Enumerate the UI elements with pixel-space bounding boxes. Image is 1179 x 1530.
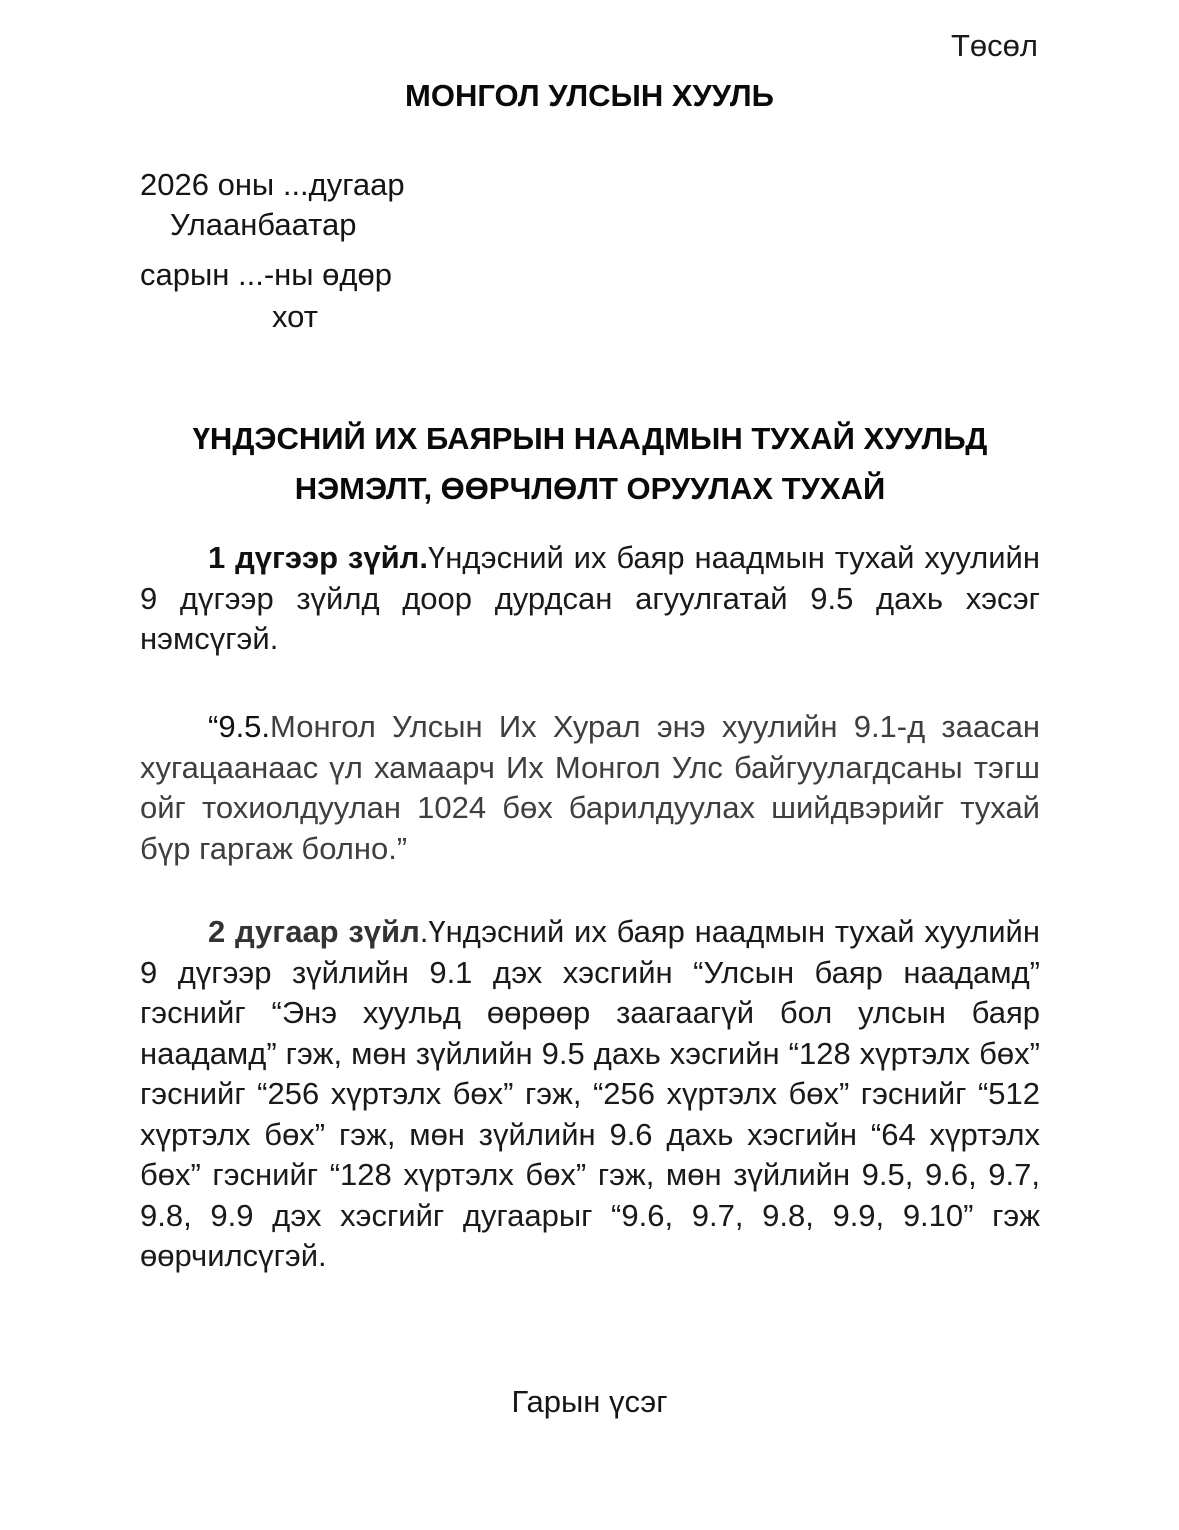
article-1-text: Үндэсний их баяр наадмын тухай хуулийн 9 дүгээр зүйлд доор дурдсан агуулгатай 9.5 дахь хэсэг нэмсүгэй. (140, 540, 1040, 656)
quote-clause-number: “9.5. (208, 709, 271, 744)
law-title-line-2: НЭМЭЛТ, ӨӨРЧЛӨЛТ ОРУУЛАХ ТУХАЙ (294, 471, 886, 506)
article-2 (140, 912, 1040, 1277)
place-city-line: Улаанбаатар (170, 207, 357, 242)
date-day-line: сарын ...-ны өдөр (140, 257, 392, 292)
article-2-period: . (419, 914, 429, 949)
quote-clause-text: Монгол Улсын Их Хурал энэ хуулийн 9.1-д заасан хугацаанаас үл хамаарч Их Монгол Улс байгуулагдсаны тэгш ойг тохиолдуулан 1024 бөх барилдуулах шийдвэрийг тухай бүр гаргаж болно.” (140, 709, 1040, 866)
article-2-heading: 2 дугаар зүйл (208, 914, 420, 949)
article-2-text: Үндэсний их баяр наадмын тухай хуулийн 9 дүгээр зүйлийн 9.1 дэх хэсгийн “Улсын баяр наадамд” гэснийг “Энэ хуульд өөрөөр заагаагүй бол улсын баяр наадамд” гэж, мөн зүйлийн 9.5 дахь хэсгийн “128 хүртэлх бөх” гэснийг “256 хүртэлх бөх” гэж, “256 хүртэлх бөх” гэснийг “512 хүртэлх бөх” гэж, мөн зүйлийн 9.6 дахь хэсгийн “64 хүртэлх бөх” гэснийг “128 хүртэлх бөх” гэж, мөн зүйлийн 9.5, 9.6, 9.7, 9.8, 9.9 дэх хэсгийг дугаарыг “9.6, 9.7, 9.8, 9.9, 9.10” гэж өөрчилсүгэй. (140, 914, 1040, 1273)
amendment-quote (140, 707, 1040, 869)
draft-label: Төсөл (950, 28, 1038, 63)
law-title-line-1: ҮНДЭСНИЙ ИХ БАЯРЫН НААДМЫН ТУХАЙ ХУУЛЬД (192, 421, 988, 456)
article-1-heading: 1 дүгээр зүйл. (208, 540, 428, 575)
law-heading: МОНГОЛ УЛСЫН ХУУЛЬ (405, 78, 774, 113)
date-year-line: 2026 оны ...дугаар (140, 167, 405, 202)
article-1 (140, 538, 1040, 660)
place-suffix-line: хот (272, 299, 318, 334)
signature-label: Гарын үсэг (511, 1384, 668, 1419)
